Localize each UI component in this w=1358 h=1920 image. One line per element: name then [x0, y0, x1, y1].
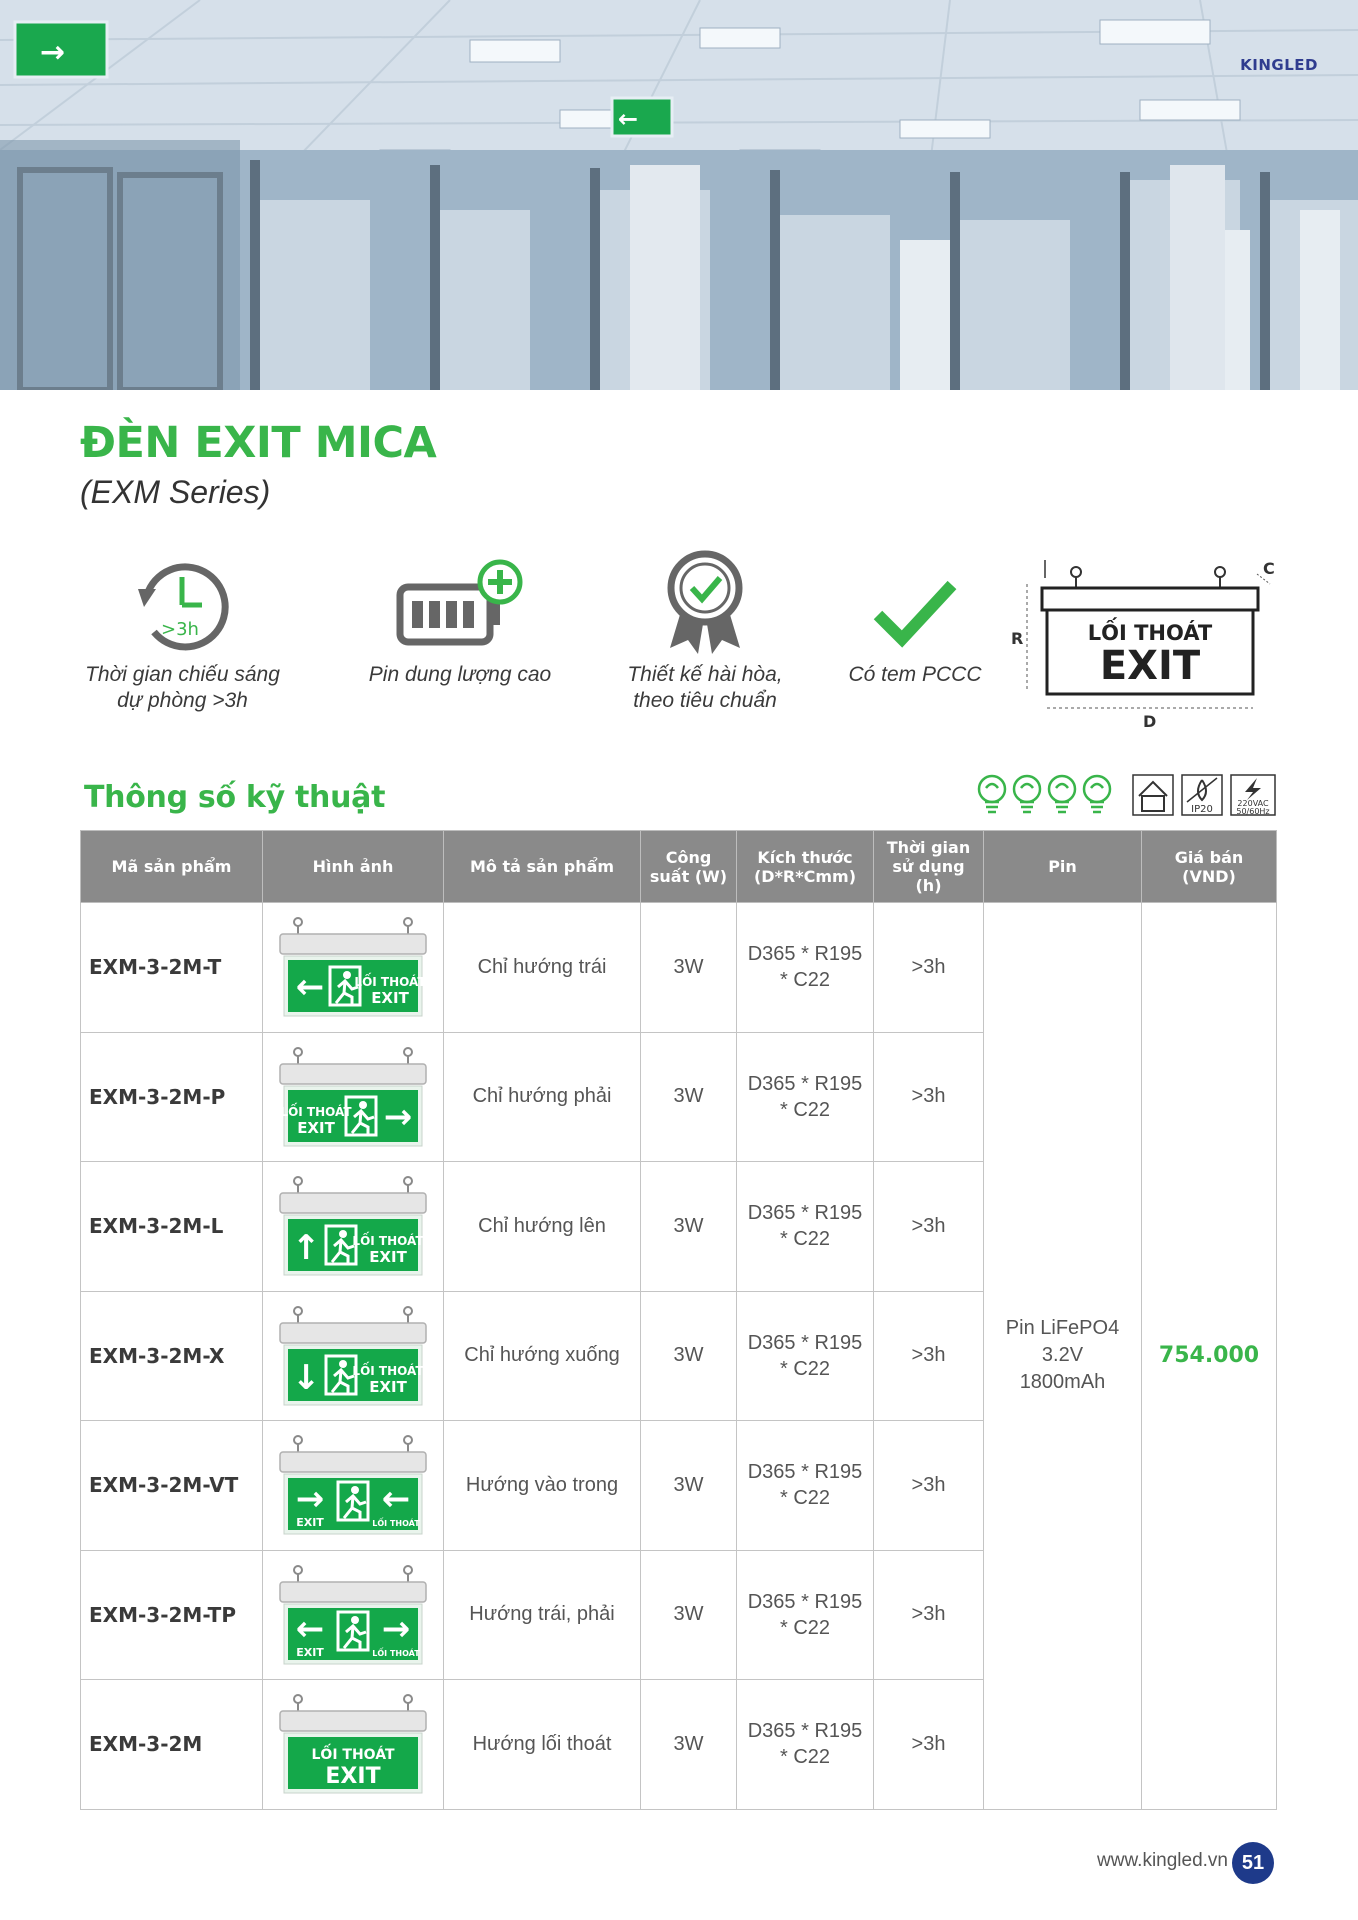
product-usage-time: >3h	[874, 1162, 984, 1292]
sign-text-bottom: EXIT	[369, 1377, 407, 1396]
sign-text-top: LỐI THOÁT	[352, 1234, 424, 1249]
product-image-cell	[263, 1421, 444, 1551]
arrow-right-icon: →	[381, 1608, 411, 1649]
feature-battery	[345, 555, 575, 715]
product-description: Chỉ hướng trái	[444, 903, 641, 1033]
battery-plus-icon	[390, 555, 530, 655]
exit-sign-image	[278, 1171, 428, 1281]
product-code: EXM-3-2M-X	[81, 1291, 263, 1421]
led-bulb-icon	[1014, 776, 1040, 812]
arrow-right-icon: →	[383, 1096, 413, 1137]
product-size: D365 * R195 * C22	[737, 1421, 874, 1551]
product-size: D365 * R195 * C22	[737, 1162, 874, 1292]
product-image-cell	[263, 1162, 444, 1292]
feature-design	[600, 548, 810, 718]
table-header-row	[81, 831, 1277, 903]
indoor-house-icon	[1133, 775, 1173, 815]
column-header-pin: Pin	[984, 831, 1142, 903]
svg-text:50/60Hz: 50/60Hz	[1236, 807, 1270, 816]
svg-text:R: R	[1011, 629, 1024, 648]
product-usage-time: >3h	[874, 1680, 984, 1810]
column-header-image: Hình ảnh	[263, 831, 444, 903]
product-size: D365 * R195 * C22	[737, 1291, 874, 1421]
award-badge-icon	[660, 548, 750, 658]
arrow-left-icon: ←	[295, 967, 325, 1008]
office-illustration	[0, 0, 1358, 390]
svg-text:220VAC: 220VAC	[1237, 799, 1269, 808]
feature-label: Pin dung lượng cao	[368, 663, 552, 686]
sign-text-top: LỐI THOÁT	[280, 1104, 352, 1119]
clock-3h-icon	[132, 555, 232, 655]
svg-text:IP20: IP20	[1191, 804, 1213, 815]
exit-sign-image	[278, 912, 428, 1022]
product-code: EXM-3-2M-VT	[81, 1421, 263, 1551]
sign-text-top: LỐI THOÁT	[311, 1747, 395, 1764]
svg-text:←: ←	[618, 105, 639, 133]
led-bulb-icon	[979, 776, 1005, 812]
product-size: D365 * R195 * C22	[737, 1550, 874, 1680]
product-image-cell	[263, 1032, 444, 1162]
product-description: Chỉ hướng lên	[444, 1162, 641, 1292]
product-description: Hướng vào trong	[444, 1421, 641, 1551]
product-usage-time: >3h	[874, 903, 984, 1033]
product-usage-time: >3h	[874, 1032, 984, 1162]
kingled-logo: KINGLED	[1240, 56, 1318, 74]
svg-text:>3h: >3h	[161, 619, 199, 640]
product-power: 3W	[641, 1291, 737, 1421]
svg-text:D: D	[1143, 712, 1157, 730]
column-header-power: Công suất (W)	[641, 831, 737, 903]
product-description: Hướng trái, phải	[444, 1550, 641, 1680]
product-price: 754.000	[1142, 903, 1277, 1810]
product-power: 3W	[641, 1162, 737, 1292]
arrow-left-icon: ←	[381, 1479, 411, 1520]
product-power: 3W	[641, 903, 737, 1033]
sign-text-top: EXIT	[296, 1516, 324, 1530]
exit-sign-image	[278, 1689, 428, 1799]
product-power: 3W	[641, 1421, 737, 1551]
column-header-code: Mã sản phẩm	[81, 831, 263, 903]
svg-text:LỐI THOÁT: LỐI THOÁT	[1087, 621, 1213, 645]
product-power: 3W	[641, 1550, 737, 1680]
certification-icons	[975, 772, 1280, 818]
feature-pccc	[830, 555, 1000, 715]
product-size: D365 * R195 * C22	[737, 1680, 874, 1810]
page-subtitle: (EXM Series)	[80, 474, 271, 510]
exit-sign-image	[278, 1301, 428, 1411]
product-size: D365 * R195 * C22	[737, 1032, 874, 1162]
arrow-down-icon: ↓	[291, 1357, 321, 1398]
ip20-icon	[1182, 775, 1222, 815]
sign-text-top: EXIT	[296, 1645, 324, 1659]
svg-text:→: →	[40, 35, 66, 70]
product-code: EXM-3-2M-T	[81, 903, 263, 1033]
exit-sign-image	[278, 1430, 428, 1540]
hero-office-photo	[0, 0, 1358, 390]
svg-text:EXIT: EXIT	[1099, 643, 1201, 689]
product-power: 3W	[641, 1032, 737, 1162]
sign-text-bottom: EXIT	[369, 1248, 407, 1267]
website-url[interactable]: www.kingled.vn	[1097, 1850, 1228, 1871]
column-header-price: Giá bán (VND)	[1142, 831, 1277, 903]
product-usage-time: >3h	[874, 1291, 984, 1421]
spec-heading: Thông số kỹ thuật	[84, 780, 386, 815]
feature-label: Thời gian chiếu sáng dự phòng >3h	[85, 663, 280, 712]
product-code: EXM-3-2M-L	[81, 1162, 263, 1292]
product-description: Hướng lối thoát	[444, 1680, 641, 1810]
product-size: D365 * R195 * C22	[737, 903, 874, 1033]
page-number-badge: 51	[1232, 1842, 1274, 1884]
column-header-time: Thời gian sử dụng (h)	[874, 831, 984, 903]
checkmark-icon	[870, 575, 960, 655]
sign-text-bottom: EXIT	[297, 1118, 335, 1137]
table-row	[81, 903, 1277, 1033]
sign-text-top: LỐI THOÁT	[372, 1519, 420, 1529]
dimension-diagram	[1005, 560, 1305, 730]
column-header-description: Mô tả sản phẩm	[444, 831, 641, 903]
feature-label: Có tem PCCC	[848, 663, 982, 686]
arrow-right-icon: →	[295, 1479, 325, 1520]
product-power: 3W	[641, 1680, 737, 1810]
sign-text-top: LỐI THOÁT	[354, 975, 426, 990]
feature-backup-time	[70, 555, 295, 715]
product-code: EXM-3-2M	[81, 1680, 263, 1810]
sign-text-top: LỐI THOÁT	[372, 1648, 420, 1658]
product-usage-time: >3h	[874, 1550, 984, 1680]
arrow-left-icon: ←	[295, 1608, 325, 1649]
voltage-icon	[1231, 775, 1275, 816]
svg-text:C: C	[1263, 560, 1275, 578]
product-image-cell	[263, 903, 444, 1033]
exit-sign-image	[278, 1042, 428, 1152]
feature-label: Thiết kế hài hòa, theo tiêu chuẩn	[627, 663, 783, 712]
product-description: Chỉ hướng xuống	[444, 1291, 641, 1421]
product-image-cell	[263, 1680, 444, 1810]
sign-text-bottom: EXIT	[325, 1764, 381, 1790]
product-usage-time: >3h	[874, 1421, 984, 1551]
arrow-up-icon: ↑	[291, 1228, 321, 1269]
product-code: EXM-3-2M-P	[81, 1032, 263, 1162]
column-header-size: Kích thước (D*R*Cmm)	[737, 831, 874, 903]
spec-table	[80, 830, 1277, 1810]
led-bulb-icon	[1084, 776, 1110, 812]
exit-sign-image	[278, 1560, 428, 1670]
product-image-cell	[263, 1550, 444, 1680]
battery-spec: Pin LiFePO4 3.2V 1800mAh	[984, 903, 1142, 1810]
product-code: EXM-3-2M-TP	[81, 1550, 263, 1680]
product-image-cell	[263, 1291, 444, 1421]
page-title: ĐÈN EXIT MICA	[80, 418, 437, 468]
sign-text-bottom: EXIT	[371, 989, 409, 1008]
product-description: Chỉ hướng phải	[444, 1032, 641, 1162]
sign-text-top: LỐI THOÁT	[352, 1363, 424, 1378]
led-bulb-icon	[1049, 776, 1075, 812]
